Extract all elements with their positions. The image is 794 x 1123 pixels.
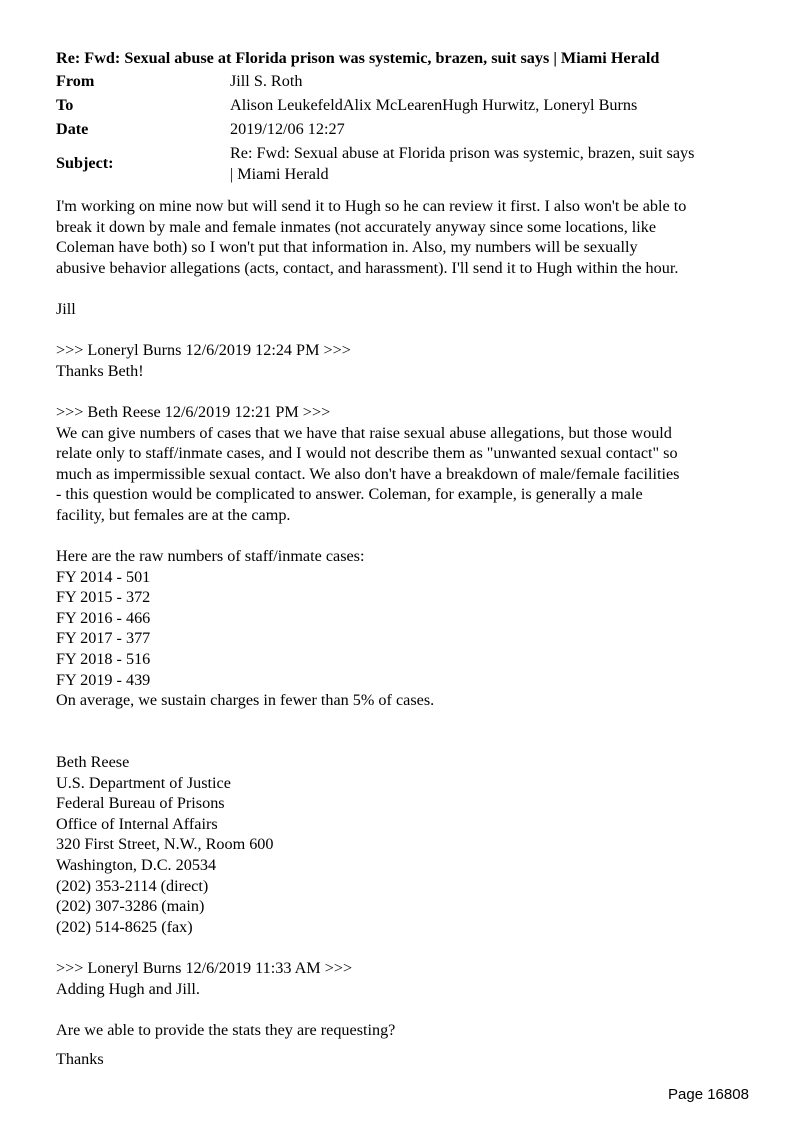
blank-line bbox=[56, 937, 756, 958]
to-value: Alison LeukefeldAlix McLearenHugh Hurwitz, Loneryl Burns bbox=[230, 96, 638, 115]
body-line: abusive behavior allegations (acts, contact, and harassment). I'll send it to Hugh within the hour. bbox=[56, 258, 679, 277]
body-line: FY 2015 - 372 bbox=[56, 588, 151, 607]
body-line: Here are the raw numbers of staff/inmate cases: bbox=[56, 547, 365, 566]
body-line: much as impermissible sexual contact. We also don't have a breakdown of male/female facilities bbox=[56, 464, 680, 483]
subject-label: Subject: bbox=[56, 154, 114, 172]
body-line: FY 2014 - 501 bbox=[56, 567, 151, 586]
body-line: FY 2017 - 377 bbox=[56, 629, 151, 648]
header-row-from bbox=[56, 71, 746, 95]
subject-value bbox=[230, 143, 746, 187]
body-line: On average, we sustain charges in fewer than 5% of cases. bbox=[56, 691, 435, 710]
body-line: (202) 353-2114 (direct) bbox=[56, 876, 209, 895]
body-line: - this question would be complicated to answer. Coleman, for example, is generally a male bbox=[56, 485, 643, 504]
body-line: (202) 307-3286 (main) bbox=[56, 897, 205, 916]
header-row-subject bbox=[56, 143, 746, 187]
body-line: >>> Loneryl Burns 12/6/2019 11:33 AM >>> bbox=[56, 958, 353, 977]
body-line: >>> Loneryl Burns 12/6/2019 12:24 PM >>> bbox=[56, 341, 351, 360]
blank-line bbox=[56, 278, 756, 299]
body-line: Jill bbox=[56, 299, 76, 318]
email-page bbox=[56, 48, 756, 1069]
from-label: From bbox=[56, 72, 95, 90]
body-line: (202) 514-8625 (fax) bbox=[56, 917, 193, 936]
cutoff-line-wrapper bbox=[56, 1049, 756, 1069]
date-label: Date bbox=[56, 120, 89, 138]
header-row-to bbox=[56, 95, 746, 119]
body-line: We can give numbers of cases that we have that raise sexual abuse allegations, but those would bbox=[56, 423, 672, 442]
body-line: Beth Reese bbox=[56, 753, 130, 772]
blank-line bbox=[56, 381, 756, 402]
subject-value-line-2: | Miami Herald bbox=[230, 164, 329, 183]
body-line: Washington, D.C. 20534 bbox=[56, 856, 217, 874]
body-line: Are we able to provide the stats they are requesting? bbox=[56, 1020, 396, 1039]
body-line: Thanks Beth! bbox=[56, 361, 144, 380]
body-line: 320 First Street, N.W., Room 600 bbox=[56, 835, 274, 854]
body-line: facility, but females are at the camp. bbox=[56, 505, 291, 524]
body-line: U.S. Department of Justice bbox=[56, 773, 231, 792]
body-line: Coleman have both) so I won't put that information in. Also, my numbers will be sexually bbox=[56, 238, 638, 257]
email-header-table bbox=[56, 71, 746, 187]
body-line: >>> Beth Reese 12/6/2019 12:21 PM >>> bbox=[56, 402, 331, 421]
body-line: Adding Hugh and Jill. bbox=[56, 979, 200, 998]
cutoff-line: Thanks bbox=[56, 1049, 104, 1068]
body-line: Federal Bureau of Prisons bbox=[56, 794, 225, 813]
blank-line bbox=[56, 711, 756, 732]
blank-line bbox=[56, 320, 756, 341]
body-line: I'm working on mine now but will send it to Hugh so he can review it first. I also won't be able to bbox=[56, 197, 687, 215]
email-title: Re: Fwd: Sexual abuse at Florida prison was systemic, brazen, suit says | Miami Herald bbox=[56, 49, 660, 67]
body-line: FY 2018 - 516 bbox=[56, 650, 151, 669]
from-value: Jill S. Roth bbox=[230, 72, 303, 91]
page-number: Page 16808 bbox=[668, 1086, 749, 1103]
subject-value-line-1: Re: Fwd: Sexual abuse at Florida prison was systemic, brazen, suit says bbox=[230, 144, 695, 162]
email-body bbox=[56, 196, 756, 1061]
body-line: FY 2016 - 466 bbox=[56, 608, 151, 627]
header-row-date bbox=[56, 119, 746, 143]
blank-line bbox=[56, 731, 756, 752]
body-line: break it down by male and female inmates (not accurately anyway since some locations, like bbox=[56, 217, 657, 236]
blank-line bbox=[56, 999, 756, 1020]
date-value: 2019/12/06 12:27 bbox=[230, 120, 345, 139]
to-label: To bbox=[56, 96, 74, 114]
body-line: relate only to staff/inmate cases, and I would not describe them as "unwanted sexual contact" so bbox=[56, 444, 678, 463]
blank-line bbox=[56, 526, 756, 547]
body-line: Office of Internal Affairs bbox=[56, 814, 218, 833]
body-line: FY 2019 - 439 bbox=[56, 670, 151, 689]
